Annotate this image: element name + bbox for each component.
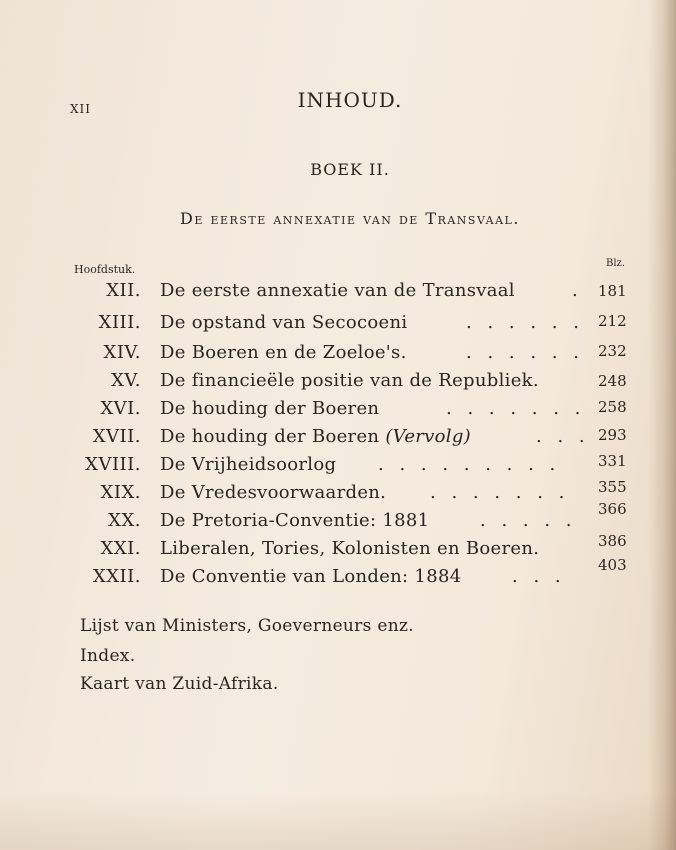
chapter-number: XXII. — [92, 566, 141, 587]
leader-dots: . . . . . — [480, 510, 577, 531]
page-bottom-shade — [0, 790, 676, 850]
book-heading: BOEK II. — [310, 160, 390, 179]
chapter-title-text: De houding der Boeren — [160, 426, 380, 447]
toc-row — [0, 532, 676, 564]
page-edge-shadow — [648, 0, 676, 850]
toc-row — [0, 556, 676, 592]
chapter-number: XIII. — [98, 312, 141, 333]
toc-row — [0, 398, 676, 424]
chapter-number: XII. — [106, 280, 141, 301]
chapter-page: 248 — [598, 372, 627, 390]
page-title: INHOUD. — [297, 88, 403, 112]
leader-dots: . . . — [536, 426, 590, 447]
chapter-title: De financieële positie van de Republiek. — [160, 370, 539, 391]
toc-row — [0, 342, 676, 368]
toc-row — [0, 312, 676, 338]
chapter-number: XIV. — [103, 342, 141, 363]
chapter-title-italic: (Vervolg) — [385, 426, 471, 447]
chapter-title — [160, 426, 471, 447]
chapter-page: 331 — [598, 452, 627, 470]
toc-row — [0, 280, 676, 306]
leader-dots: . . . . . . — [466, 342, 584, 363]
chapter-number: XVIII. — [85, 454, 141, 475]
toc-row — [0, 478, 676, 508]
chapter-page: 386 — [598, 532, 627, 550]
chapter-number: XXI. — [100, 538, 141, 559]
chapter-title: De Conventie van Londen: 1884 — [160, 566, 462, 587]
chapter-page: 355 — [598, 478, 627, 496]
page-number: XII — [70, 102, 92, 116]
chapter-page: 366 — [598, 500, 627, 518]
column-label-page: Blz. — [606, 258, 625, 269]
appendix-map: Kaart van Zuid-Afrika. — [80, 674, 279, 694]
chapter-title: De Vrijheidsoorlog — [160, 454, 337, 475]
chapter-number: XX. — [108, 510, 141, 531]
appendix-ministers: Lijst van Ministers, Goeverneurs enz. — [80, 616, 414, 636]
leader-dots: . . . . . . . — [430, 482, 570, 503]
leader-dots: . — [572, 280, 583, 301]
chapter-number: XIX. — [100, 482, 141, 503]
column-label-chapter: Hoofdstuk. — [74, 263, 136, 276]
chapter-number: XVII. — [92, 426, 141, 447]
toc-row — [0, 370, 676, 396]
chapter-title: De houding der Boeren — [160, 398, 380, 419]
chapter-page: 181 — [598, 282, 627, 300]
chapter-number: XVI. — [100, 398, 141, 419]
appendix-index: Index. — [80, 646, 136, 666]
chapter-page: 212 — [598, 312, 627, 330]
chapter-number: XV. — [111, 370, 141, 391]
leader-dots: . . . — [512, 566, 566, 587]
chapter-page: 232 — [598, 342, 627, 360]
chapter-title: Liberalen, Tories, Kolonisten en Boeren. — [160, 538, 540, 559]
chapter-title: De eerste annexatie van de Transvaal — [160, 280, 515, 301]
toc-row — [0, 426, 676, 452]
chapter-title: De Boeren en de Zoeloe's. — [160, 342, 407, 363]
chapter-title: De Pretoria-Conventie: 1881 — [160, 510, 430, 531]
chapter-title: De opstand van Secocoeni — [160, 312, 408, 333]
leader-dots: . . . . . . . . . — [378, 454, 561, 475]
chapter-title: De Vredesvoorwaarden. — [160, 482, 387, 503]
toc-row — [0, 454, 676, 480]
leader-dots: . . . . . . — [466, 312, 584, 333]
leader-dots: . . . . . . . — [446, 398, 586, 419]
book-subtitle: De eerste annexatie van de Transvaal. — [180, 209, 520, 228]
toc-row — [0, 500, 676, 536]
chapter-page: 258 — [598, 398, 627, 416]
chapter-page: 293 — [598, 426, 627, 444]
chapter-page: 403 — [598, 556, 627, 574]
